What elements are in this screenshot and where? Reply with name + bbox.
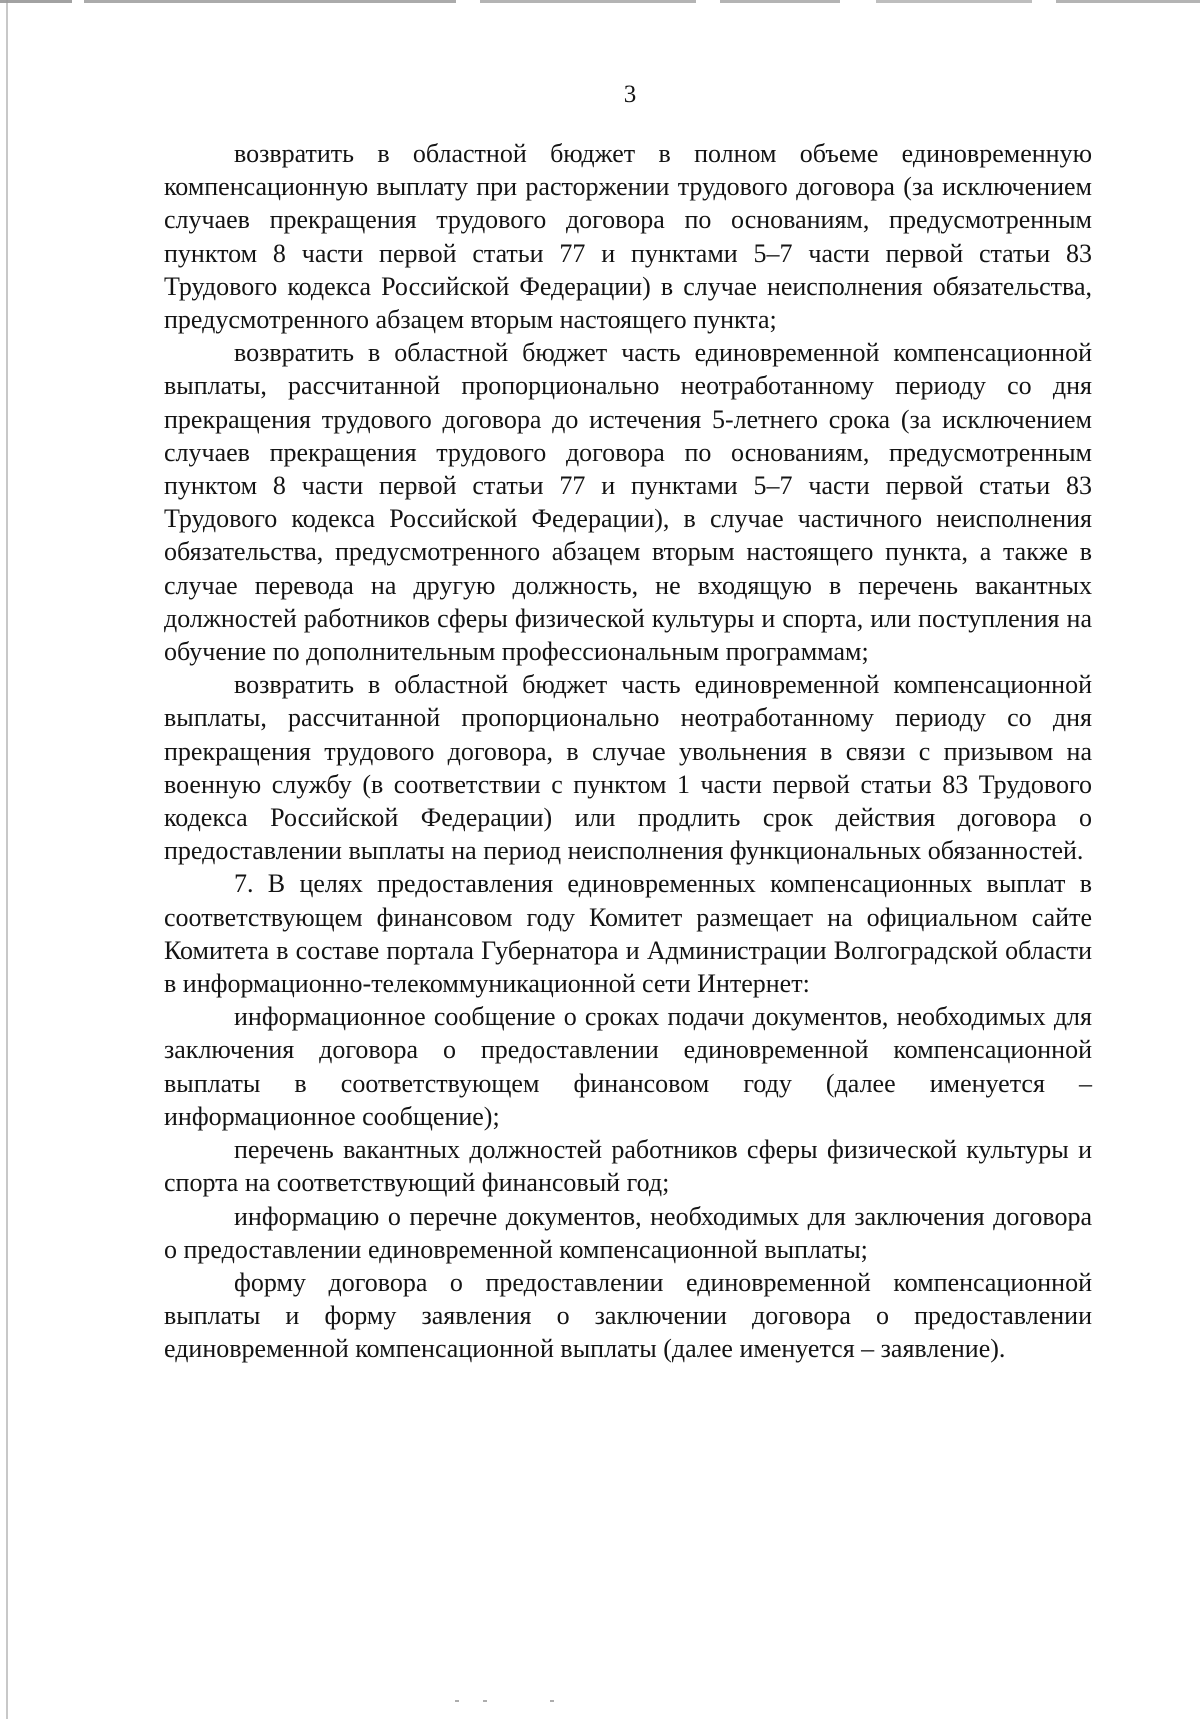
scan-edge-left	[6, 0, 8, 1719]
paragraph: информацию о перечне документов, необходимых для заключения договора о предоставлении единовременной компенсационной выплаты;	[164, 1201, 1092, 1264]
paragraph: возвратить в областной бюджет часть единовременной компенсационной выплаты, рассчитанной пропорционально неотработанному периоду со дня прекращения трудового договора до истечения 5-летнего срока (за исключением случаев прекращения трудового договора по основаниям, предусмотренным пунктом 8 части первой статьи 77 и пунктами 5–7 части первой статьи 83 Трудового кодекса Российской Федерации), в случае частичного неисполнения обязательства, предусмотренного абзацем вторым настоящего пункта, а также в случае перевода на другую должность, не входящую в перечень вакантных должностей работников сферы физической культуры и спорта, или поступления на обучение по дополнительным профессиональным программам;	[164, 338, 1092, 667]
paragraph: информационное сообщение о сроках подачи документов, необходимых для заключения договора о предоставлении единовременной компенсационной выплаты в соответствующем финансовом году (далее именуется – информационное сообщение);	[164, 1002, 1092, 1131]
page-number: 3	[623, 81, 637, 108]
scan-speck	[550, 1700, 554, 1702]
paragraph: возвратить в областной бюджет в полном объеме единовременную компенсационную выплату при расторжении трудового договора (за исключением случаев прекращения трудового договора по основаниям, предусмотренным пунктом 8 части первой статьи 77 и пунктами 5–7 части первой статьи 83 Трудового кодекса Российской Федерации) в случае неисполнения обязательства, предусмотренного абзацем вторым настоящего пункта;	[164, 139, 1092, 335]
paragraph: возвратить в областной бюджет часть единовременной компенсационной выплаты, рассчитанной пропорционально неотработанному периоду со дня прекращения трудового договора, в случае увольнения в связи с призывом на военную службу (в соответствии с пунктом 1 части первой статьи 83 Трудового кодекса Российской Федерации) или продлить срок действия договора о предоставлении выплаты на период неисполнения функциональных обязанностей.	[164, 670, 1092, 866]
paragraph: форму договора о предоставлении единовременной компенсационной выплаты и форму заявления о заключении договора о предоставлении единовременной компенсационной выплаты (далее именуется – заявление).	[164, 1267, 1092, 1364]
scan-edge-top	[0, 0, 1200, 3]
paragraph-section-7: 7. В целях предоставления единовременных компенсационных выплат в соответствующем финансовом году Комитет размещает на официальном сайте Комитета в составе портала Губернатора и Администрации Волгоградской области в информационно-телекоммуникационной сети Интернет:	[164, 869, 1092, 999]
scan-speck	[483, 1700, 487, 1702]
document-body	[164, 137, 1092, 1366]
paragraph: перечень вакантных должностей работников сферы физической культуры и спорта на соответствующий финансовый год;	[164, 1135, 1092, 1198]
scan-speck	[455, 1700, 459, 1702]
scan-specks	[455, 1700, 575, 1704]
